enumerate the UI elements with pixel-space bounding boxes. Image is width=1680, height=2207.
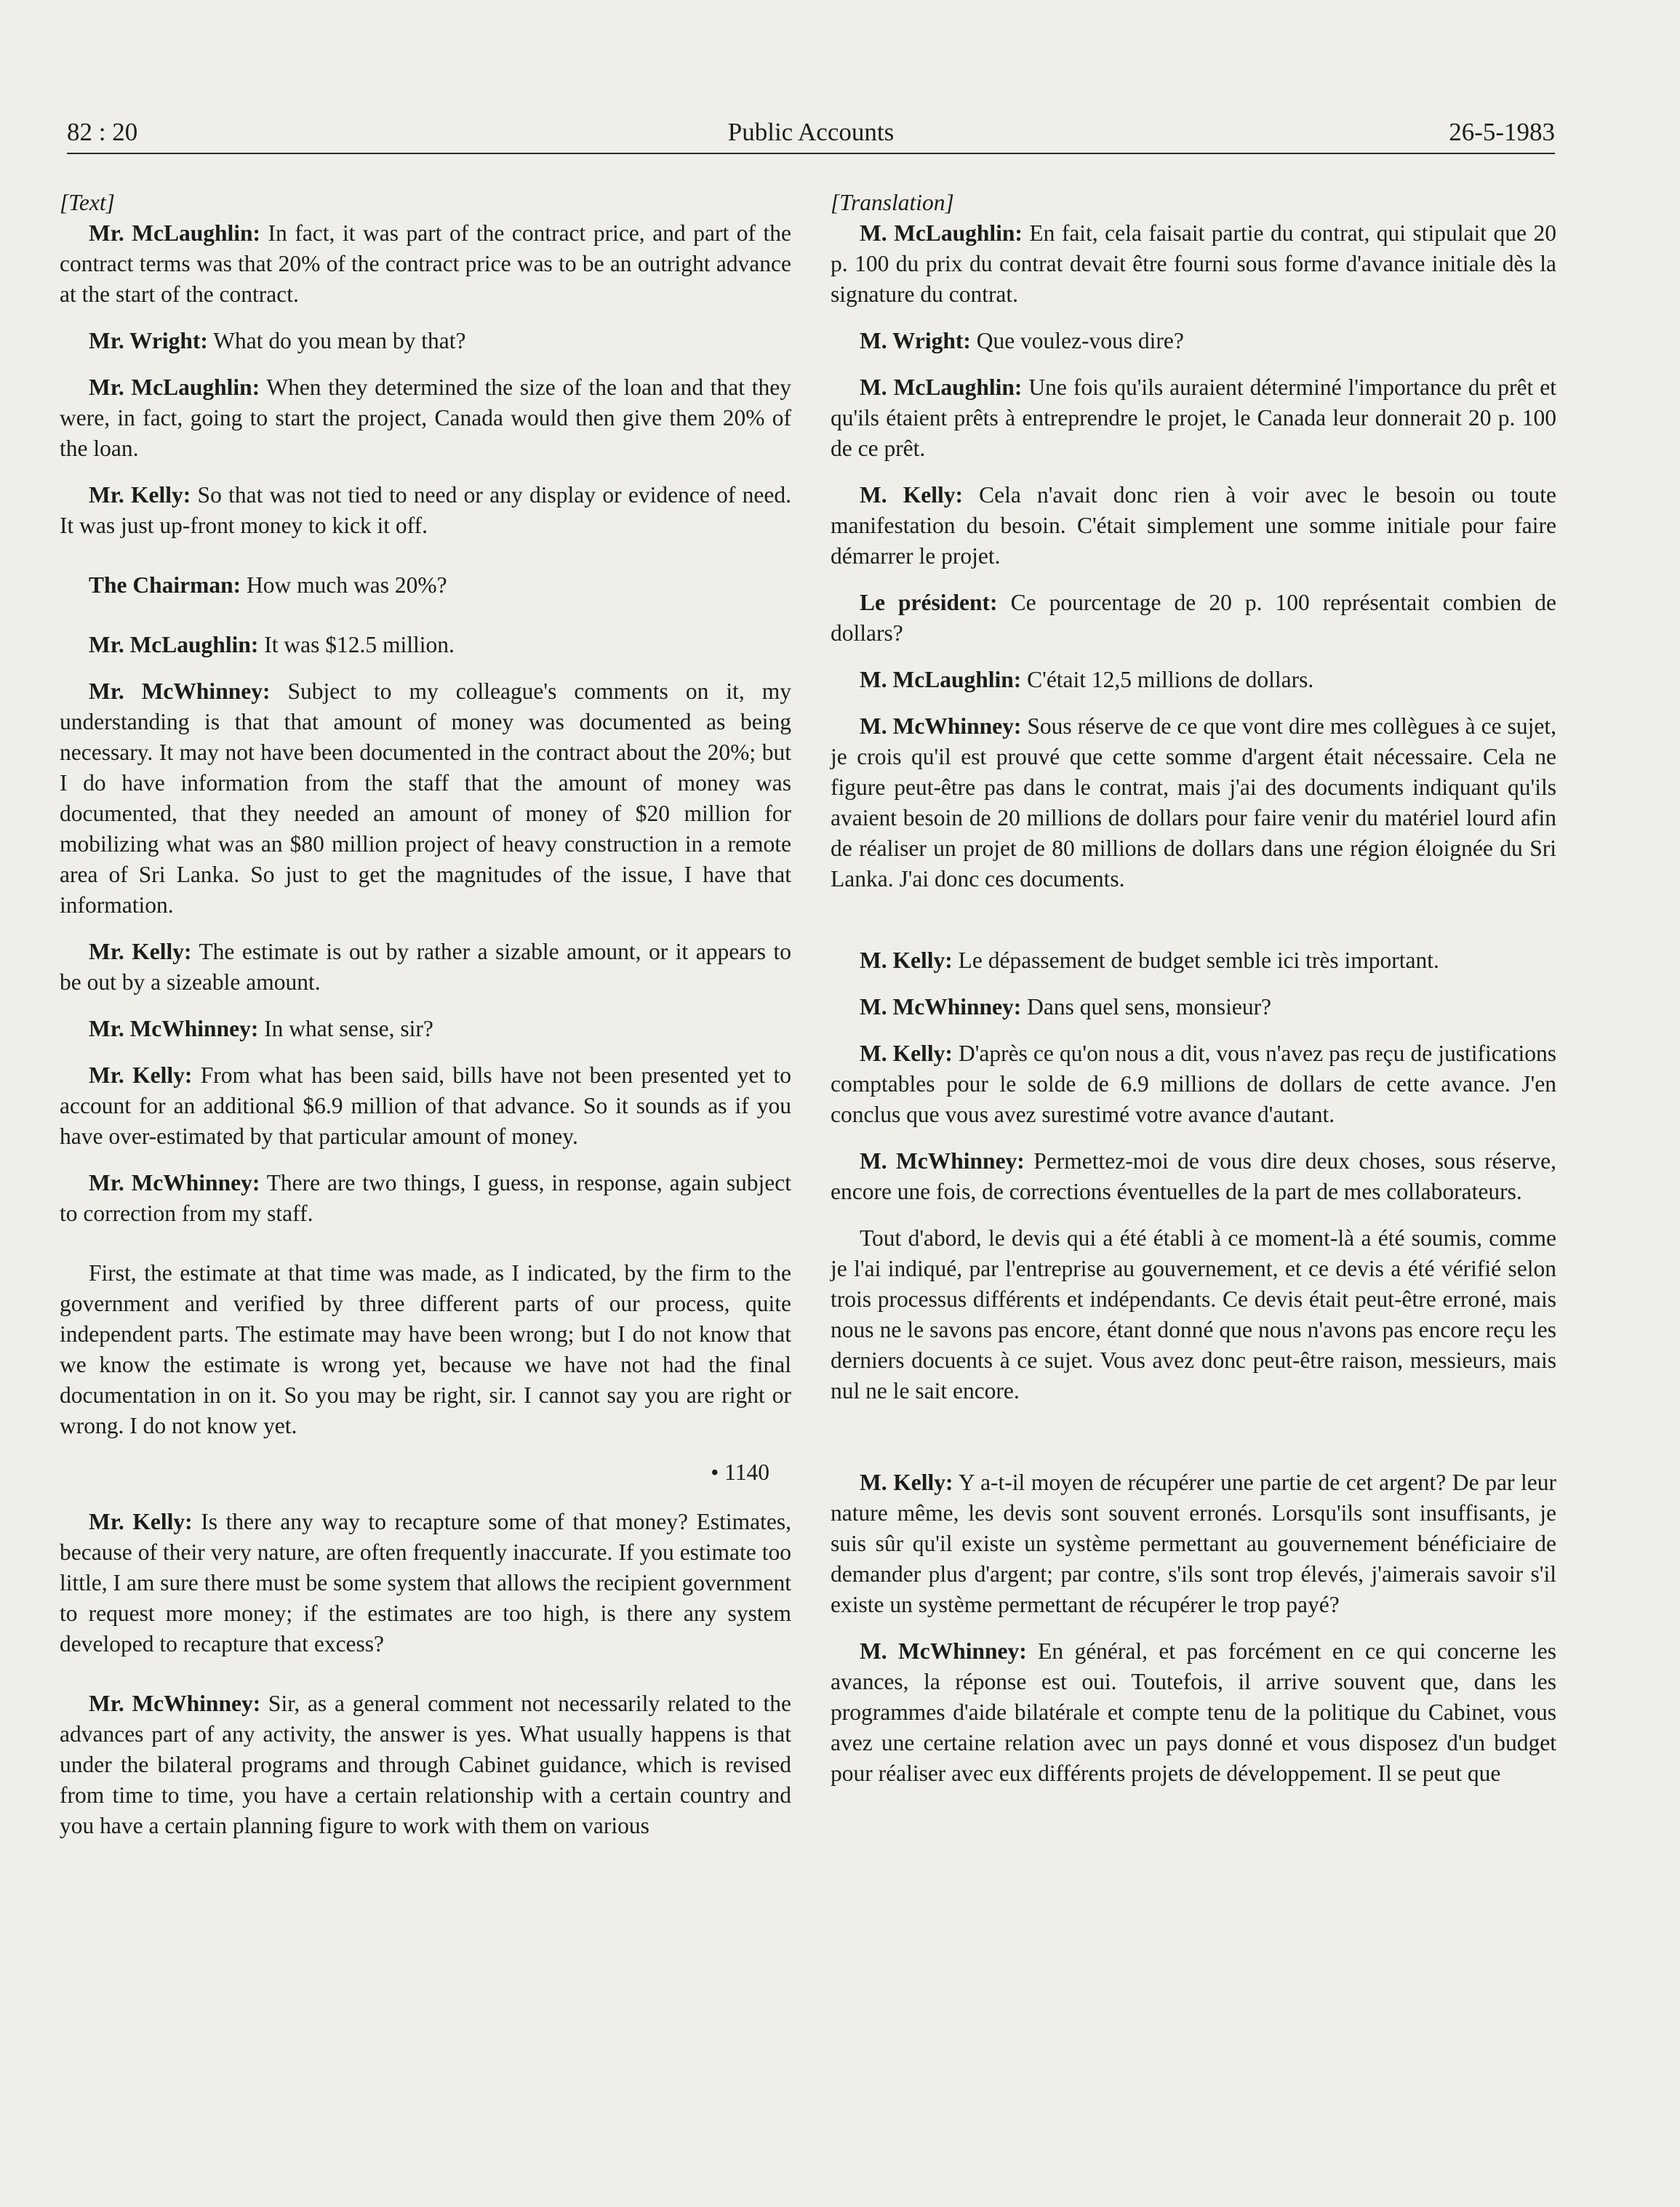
speech-paragraph: M. Kelly: D'après ce qu'on nous a dit, vous n'avez pas reçu de justifications comptables pour le solde de 6.9 millions de dollars de cette avance. J'en conclus que vous avez surestimé votre avance d'autant. [831,1041,1556,1127]
speech-paragraph: Mr. Kelly: The estimate is out by rather a sizable amount, or it appears to be out by a sizeable amount. [60,939,792,995]
french-column [831,188,1556,1805]
column-tag: [Translation] [831,190,954,215]
speech-paragraph: Tout d'abord, le devis qui a été établi à ce moment-là a été soumis, comme je l'ai indiqué, par l'entreprise au gouvernement, et ce devis a été vérifié selon trois processus différents et indépendants. Ce devis était peut-être erroné, mais nous ne le savons pas encore, étant donné que nous n'avons pas encore reçu les derniers docuents à ce sujet. Vous avez donc peut-être raison, messieurs, mais nul ne le sait encore. [831,1225,1556,1403]
speaker: M. McLaughlin: [860,220,1023,246]
speech-paragraph: M. McLaughlin: Une fois qu'ils auraient déterminé l'importance du prêt et qu'ils étaient prêts à entreprendre le projet, le Canada leur donnerait 20 p. 100 de ce prêt. [831,374,1556,461]
session-date: 26-5-1983 [1449,118,1555,146]
time-marker: • 1140 [711,1459,769,1485]
speech-paragraph: M. McWhinney: Permettez-moi de vous dire deux choses, sous réserve, encore une fois, de corrections éventuelles de la part de mes collaborateurs. [831,1148,1556,1204]
speaker: M. Kelly: [860,1041,953,1066]
speaker: Mr. McWhinney: [89,678,271,704]
english-column [60,188,791,1857]
speech-paragraph: M. Wright: Que voulez-vous dire? [860,328,1184,353]
speaker: Mr. McLaughlin: [89,220,261,246]
speaker: Mr. McWhinney: [89,1170,260,1195]
speech-paragraph: M. McLaughlin: C'était 12,5 millions de dollars. [860,667,1314,692]
speech-paragraph: Mr. McLaughlin: It was $12.5 million. [89,632,455,657]
speaker: M. Wright: [860,328,971,353]
speaker: M. Kelly: [860,1470,953,1495]
speaker: M. Kelly: [860,482,963,508]
speech-paragraph: M. McLaughlin: En fait, cela faisait partie du contrat, qui stipulait que 20 p. 100 du prix du contrat devait être fourni sous forme d'avance initiale dès la signature du contrat. [831,220,1556,307]
speech-paragraph: Mr. Kelly: From what has been said, bills have not been presented yet to account for an additional $6.9 million of that advance. So it sounds as if you have over-estimated by that particular amount of money. [60,1062,791,1149]
page-header [67,115,1555,154]
speaker: M. McWhinney: [860,1148,1025,1174]
speech-paragraph: Mr. McLaughlin: When they determined the size of the loan and that they were, in fact, going to start the project, Canada would then give them 20% of the loan. [60,374,791,461]
speech-paragraph: Mr. McLaughlin: In fact, it was part of the contract price, and part of the contract terms was that 20% of the contract price was to be an outright advance at the start of the contract. [60,220,791,307]
speech-paragraph: M. McWhinney: Sous réserve de ce que vont dire mes collègues à ce sujet, je crois qu'il est prouvé que cette somme d'argent était nécessaire. Cela ne figure peut-être pas dans le contrat, mais j'ai des documents indiquant qu'ils avaient besoin de 20 millions de dollars pour faire venir du matériel lourd afin de réaliser un projet de 80 millions de dollars dans une région éloignée du Sri Lanka. J'ai donc ces documents. [831,713,1556,892]
speech-paragraph: M. Kelly: Y a-t-il moyen de récupérer une partie de cet argent? De par leur nature même, les devis sont souvent erronés. Lorsqu'ils sont insuffisants, je suis sûr qu'il existe un système permettant au gouvernement bénéficiaire de demander plus d'argent; par contre, s'ils sont trop élevés, j'aimerais savoir s'il existe un système permettant de récupérer le trop payé? [831,1470,1557,1617]
speaker: M. McWhinney: [860,713,1022,739]
page-number: 82 : 20 [67,118,138,146]
column-tag: [Text] [60,190,115,215]
speaker: Mr. McWhinney: [89,1691,261,1716]
speaker: Mr. Wright: [89,328,208,353]
speech-paragraph: The Chairman: How much was 20%? [89,572,447,598]
speaker: Mr. Kelly: [89,939,192,964]
speech-paragraph: Mr. Kelly: So that was not tied to need or any display or evidence of need. It was just up-front money to kick it off. [60,482,791,538]
speech-paragraph: Mr. Wright: What do you mean by that? [89,328,466,353]
speaker: M. McWhinney: [860,994,1022,1020]
speech-paragraph: First, the estimate at that time was made, as I indicated, by the firm to the government and verified by three different parts of our process, quite independent parts. The estimate may have been wrong; but I do not know that we know the estimate is wrong yet, because we have not had the final documentation in on it. So you may be right, sir. I cannot say you are right or wrong. I do not know yet. [60,1260,791,1438]
speaker: Mr. McLaughlin: [89,632,259,657]
speech-paragraph: Mr. McWhinney: There are two things, I guess, in response, again subject to correction from my staff. [60,1170,791,1226]
speech-paragraph: M. McWhinney: Dans quel sens, monsieur? [860,994,1272,1020]
speaker: M. McWhinney: [860,1638,1027,1664]
speaker: Mr. Kelly: [89,1062,193,1088]
speech-paragraph: Mr. Kelly: Is there any way to recapture some of that money? Estimates, because of their very nature, are often frequently inaccurate. If you estimate too little, I am sure there must be some system that allows the recipient government to request more money; if the estimates are too high, is there any system developed to recapture that excess? [60,1509,792,1657]
speech-paragraph: M. McWhinney: En général, et pas forcément en ce qui concerne les avances, la réponse est oui. Toutefois, il arrive souvent que, dans les programmes d'aide bilatérale et compte tenu de la politique du Cabinet, vous avez une certaine relation avec un pays donné et vous disposez d'un budget pour réaliser avec eux différents projets de développement. Il se peut que [831,1638,1556,1786]
speaker: Mr. McWhinney: [89,1016,259,1041]
speaker: Mr. McLaughlin: [89,374,260,400]
speech-paragraph: Mr. McWhinney: Subject to my colleague's comments on it, my understanding is that that amount of money was documented as being necessary. It may not have been documented in the contract about the 20%; but I do have information from the staff that the amount of money was documented, that they needed an amount of money of $20 million for mobilizing what was an $80 million project of heavy construction in a remote area of Sri Lanka. So just to get the magnitudes of the issue, I have that information. [60,678,791,918]
speaker: M. McLaughlin: [860,374,1023,400]
speech-paragraph: M. Kelly: Le dépassement de budget semble ici très important. [860,948,1439,973]
running-title: Public Accounts [727,118,895,146]
speaker: Le président: [860,590,998,615]
speech-paragraph: Le président: Ce pourcentage de 20 p. 100 représentait combien de dollars? [831,590,1556,646]
speech-paragraph: Mr. McWhinney: Sir, as a general comment not necessarily related to the advances part of any activity, the answer is yes. What usually happens is that under the bilateral programs and through Cabinet guidance, which is revised from time to time, you have a certain relationship with a certain country and you have a certain planning figure to work with them on various [60,1691,792,1838]
speech-paragraph: M. Kelly: Cela n'avait donc rien à voir avec le besoin ou toute manifestation du besoin. C'était simplement une somme initiale pour faire démarrer le projet. [831,482,1556,569]
speaker: Mr. Kelly: [89,482,191,508]
speech-paragraph: Mr. McWhinney: In what sense, sir? [89,1016,433,1041]
speaker: M. Kelly: [860,948,953,973]
speaker: Mr. Kelly: [89,1509,193,1534]
speaker: The Chairman: [89,572,241,598]
speaker: M. McLaughlin: [860,667,1022,692]
